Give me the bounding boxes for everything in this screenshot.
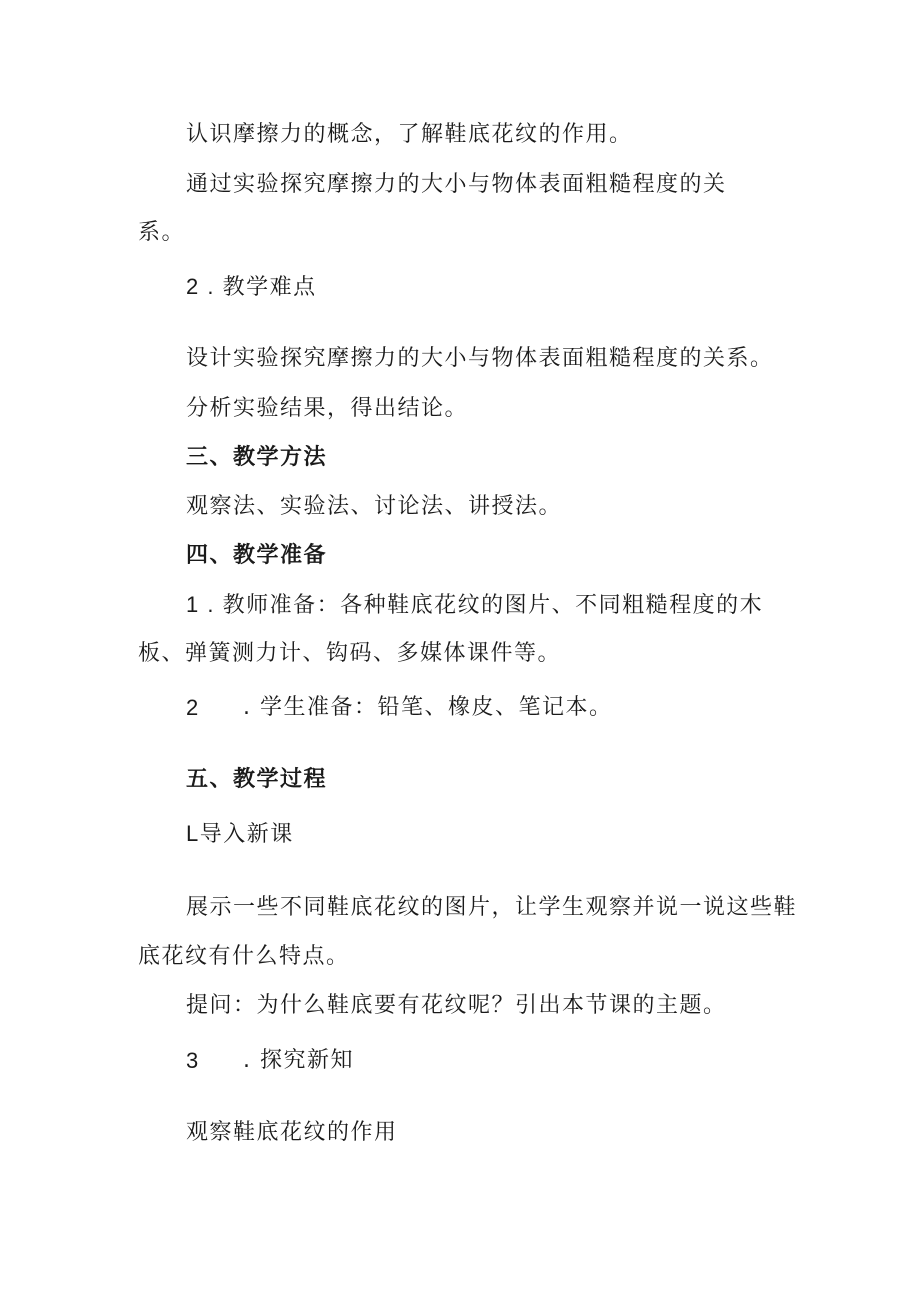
subheading-introduce-lesson: L导入新课 [186, 821, 294, 846]
paragraph-show-pictures-continued: 底花纹有什么特点。 [138, 944, 350, 969]
paragraph-analyze-results: 分析实验结果，得出结论。 [186, 396, 469, 421]
paragraph-student-preparation: . 学生准备：铅笔、橡皮、笔记本。 [243, 695, 613, 720]
paragraph-experiment-goal-continued: 系。 [138, 220, 186, 245]
subheading-teaching-difficulty: 2 . 教学难点 [186, 274, 317, 299]
paragraph-question: 提问：为什么鞋底要有花纹呢？引出本节课的主题。 [186, 993, 727, 1018]
paragraph-teacher-preparation: 1 . 教师准备：各种鞋底花纹的图片、不同粗糙程度的木 [186, 592, 764, 617]
paragraph-show-pictures: 展示一些不同鞋底花纹的图片，让学生观察并说一说这些鞋 [186, 895, 798, 920]
paragraph-design-experiment: 设计实验探究摩擦力的大小与物体表面粗糙程度的关系。 [186, 346, 774, 371]
paragraph-methods-list: 观察法、实验法、讨论法、讲授法。 [186, 494, 563, 519]
paragraph-experiment-goal: 通过实验探究摩擦力的大小与物体表面粗糙程度的关 [186, 172, 727, 197]
list-number-3: 3 [186, 1048, 200, 1073]
subheading-explore-new-knowledge: . 探究新知 [243, 1048, 354, 1073]
section-heading-teaching-methods: 三、教学方法 [186, 445, 328, 470]
section-heading-teaching-preparation: 四、教学准备 [186, 543, 328, 568]
list-number-2: 2 [186, 695, 200, 720]
paragraph-teacher-preparation-continued: 板、弹簧测力计、钩码、多媒体课件等。 [138, 641, 562, 666]
section-heading-teaching-process: 五、教学过程 [186, 767, 328, 792]
paragraph-observe-patterns: 观察鞋底花纹的作用 [186, 1120, 398, 1145]
paragraph-concept: 认识摩擦力的概念，了解鞋底花纹的作用。 [186, 122, 633, 147]
